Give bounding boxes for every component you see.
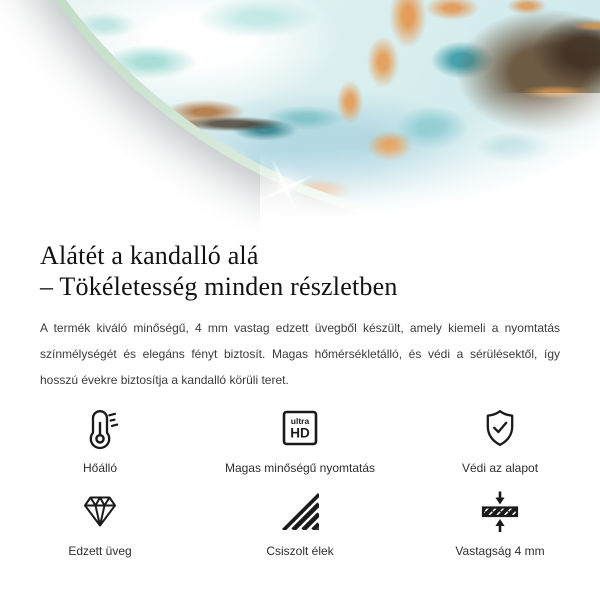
polished-edges-icon xyxy=(278,489,322,533)
feature-label: Edzett üveg xyxy=(68,544,132,558)
feature-protects-base xyxy=(400,406,600,475)
features-grid xyxy=(0,406,600,558)
feature-label: Magas minőségű nyomtatás xyxy=(224,461,376,475)
title-line-1: Alátét a kandalló alá xyxy=(40,241,259,270)
shield-check-icon xyxy=(478,406,522,450)
diamond-icon xyxy=(78,489,122,533)
feature-label: Csiszolt élek xyxy=(266,544,334,558)
feature-print-quality xyxy=(200,406,400,475)
feature-label: Védi az alapot xyxy=(461,461,539,475)
thermometer-icon xyxy=(78,406,122,450)
title-line-2: – Tökéletesség minden részletben xyxy=(40,272,398,301)
ultra-hd-icon-text-top: ultra xyxy=(290,416,310,426)
ultra-hd-icon-text-bottom: HD xyxy=(290,425,310,441)
thickness-arrows-icon xyxy=(478,489,522,533)
feature-label: Vastagság 4 mm xyxy=(455,544,545,558)
page-title xyxy=(40,240,560,302)
ultra-hd-icon xyxy=(278,406,322,450)
product-hero-image xyxy=(0,0,600,236)
feature-tempered-glass xyxy=(0,489,200,558)
feature-polished-edges xyxy=(200,489,400,558)
feature-heat-resistant xyxy=(0,406,200,475)
hero-white-fade xyxy=(260,93,600,236)
feature-label: Hőálló xyxy=(82,461,118,475)
feature-thickness xyxy=(400,489,600,558)
product-description: A termék kiváló minőségű, 4 mm vastag edzett üvegből készült, amely kiemeli a nyomtatás színmélységét és elegáns fényt biztosít. Magas hőmérsékletálló, és védi a sérülésektől, így hosszú évekre biztosítja a kandalló körüli teret. xyxy=(40,321,560,387)
